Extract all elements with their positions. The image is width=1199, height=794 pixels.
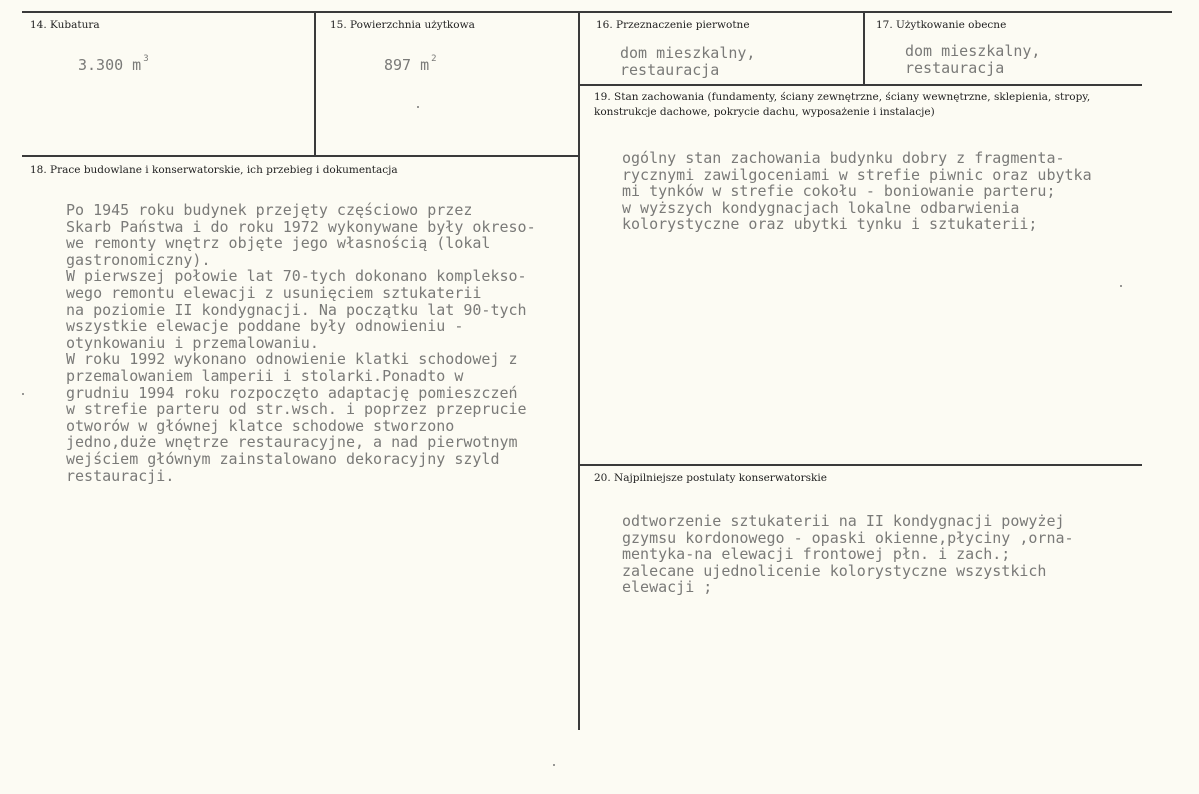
field-19-label: 19. Stan zachowania (fundamenty, ściany zewnętrzne, ściany wewnętrzne, sklepienia, stropy, konstrukcje dachowe, pokrycie dachu, wyposażenie i instalacje) bbox=[594, 91, 1091, 118]
field-14-number: 3.300 m bbox=[78, 56, 142, 74]
field-18-text: Po 1945 roku budynek przejęty częściowo przez Skarb Państwa i do roku 1972 wykonywane były okreso- we remonty wnętrz objęte jego własnością (lokal gastronomiczny). W pierwszej połowie lat 70-tych dokonano komplekso- wego remontu elewacji z usunięciem sztukaterii na poziomie II kondygnacji. Na początku lat 90-tych wszystkie elewacje poddane były odnowieniu - otynkowaniu i przemalowaniu. W roku 1992 wykonano odnowienie klatki schodowej z przemalowaniem lamperii i stolarki.Ponadto w grudniu 1994 roku rozpoczęto adaptację pomieszczeń w strefie parteru od str.wsch. i poprzez przeprucie otworów w głównej klatce schodowe stworzono jedno,duże wnętrze restauracyjne, a nad pierwotnym wejściem głównym zainstalowano dekoracyjny szyld restauracji. bbox=[66, 201, 536, 485]
divider-14-15 bbox=[314, 12, 316, 155]
field-17-value: dom mieszkalny, restauracja bbox=[905, 42, 1041, 77]
rule-above-20 bbox=[579, 464, 1142, 466]
field-17-label: 17. Użytkowanie obecne bbox=[876, 19, 1007, 31]
paper-speck bbox=[1120, 285, 1122, 287]
rule-under-16-17 bbox=[579, 84, 1142, 86]
field-20-label: 20. Najpilniejsze postulaty konserwatorskie bbox=[594, 472, 827, 484]
field-14-label: 14. Kubatura bbox=[30, 19, 100, 31]
field-15-exponent: 2 bbox=[431, 54, 437, 64]
field-16-value: dom mieszkalny, restauracja bbox=[620, 44, 756, 79]
rule-under-14-15 bbox=[22, 155, 579, 157]
field-16-label: 16. Przeznaczenie pierwotne bbox=[596, 19, 750, 31]
paper-speck bbox=[417, 106, 419, 108]
field-20-text: odtworzenie sztukaterii na II kondygnacji powyżej gzymsu kordonowego - opaski okienne,płyciny ,orna- mentyka-na elewacji frontowej płn. i zach.; zalecane ujednolicenie kolorystyczne wszystkich elewacji ; bbox=[622, 512, 1074, 597]
field-18-label: 18. Prace budowlane i konserwatorskie, ich przebieg i dokumentacja bbox=[30, 164, 398, 176]
field-15-number: 897 m bbox=[384, 56, 430, 74]
paper-speck bbox=[22, 393, 24, 395]
field-14-value bbox=[78, 56, 149, 74]
field-15-value bbox=[384, 56, 437, 74]
field-15-label: 15. Powierzchnia użytkowa bbox=[330, 19, 475, 31]
field-19-text: ogólny stan zachowania budynku dobry z fragmenta- rycznymi zawilgoceniami w strefie piwnic oraz ubytka mi tynków w strefie cokołu - boniowanie parteru; w wyższych kondygnacjach lokalne odbarwienia kolorystyczne oraz ubytki tynku i sztukaterii; bbox=[622, 149, 1092, 234]
field-14-exponent: 3 bbox=[143, 54, 149, 64]
divider-left-right bbox=[578, 12, 580, 730]
paper-speck bbox=[553, 764, 555, 766]
divider-16-17 bbox=[863, 12, 865, 84]
top-rule bbox=[22, 11, 1172, 13]
